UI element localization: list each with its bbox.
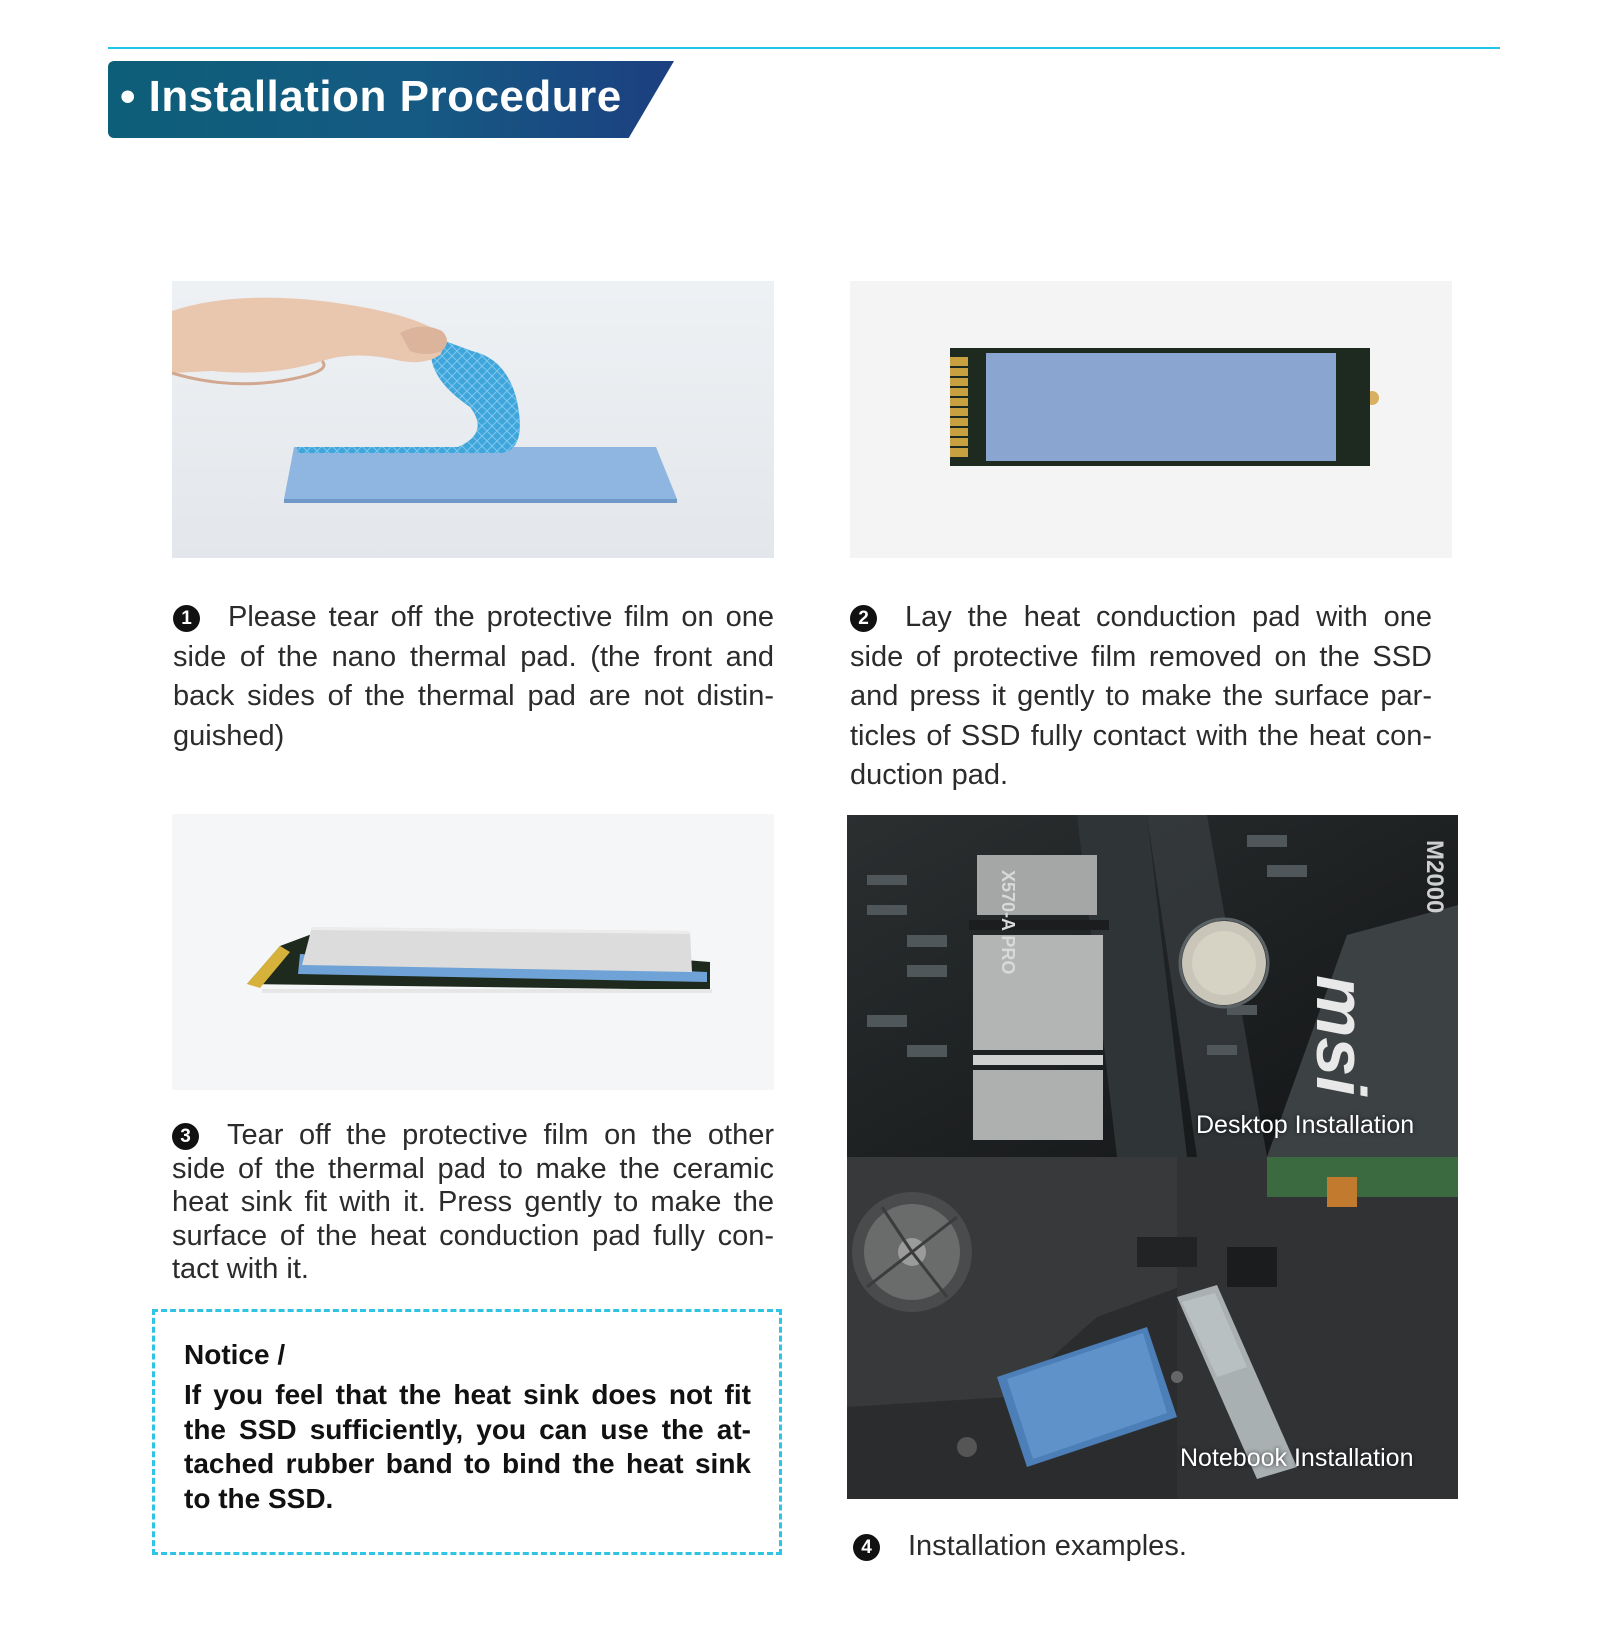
step-4-text: [853, 1527, 1373, 1567]
step-1-description: Please tear off the protective film on one side of the nano thermal pad. (the front and back sides of the thermal pad are not distin-guished): [173, 601, 774, 752]
photo-brand-mark: msi: [1302, 975, 1380, 1096]
photo-peel-film: [172, 281, 774, 558]
step-2-description: Lay the heat conduction pad with one side of protective film removed on the SSD and press it gently to make the surface par-ticles of SSD fully contact with the heat con-duction pad.: [850, 601, 1432, 791]
step-number-badge: 4: [853, 1534, 880, 1561]
notice-title: Notice /: [184, 1339, 286, 1370]
page-title: • Installation Procedure: [120, 72, 622, 121]
notice-body: If you feel that the heat sink does not fit the SSD sufficiently, you can use the at-tached rubber band to bind the heat sink to the SSD.: [184, 1379, 751, 1514]
step-2-text: [850, 598, 1432, 796]
header-rule: [108, 47, 1500, 49]
photo-slot-label: M2000: [1421, 840, 1448, 914]
caption-notebook: Notebook Installation: [1180, 1444, 1414, 1472]
step-3-text: [172, 1119, 774, 1287]
step-number-badge: 3: [172, 1123, 199, 1150]
photo-heat-sink-side: [172, 814, 774, 1090]
photo-board-model: X570-A PRO: [998, 870, 1018, 975]
photo-ssd-with-pad: [850, 281, 1452, 558]
step-number-badge: 2: [850, 605, 877, 632]
step-3-description: Tear off the protective film on the other side of the thermal pad to make the ceramic heat sink fit with it. Press gently to make the surface of the heat conduction pad fully con-tact with it.: [172, 1119, 774, 1285]
step-4-description: Installation examples.: [908, 1530, 1187, 1562]
photo-desktop-installation: [847, 815, 1458, 1157]
step-1-text: [173, 598, 774, 756]
notice-box: [152, 1309, 782, 1555]
step-number-badge: 1: [173, 605, 200, 632]
caption-desktop: Desktop Installation: [1196, 1111, 1415, 1139]
